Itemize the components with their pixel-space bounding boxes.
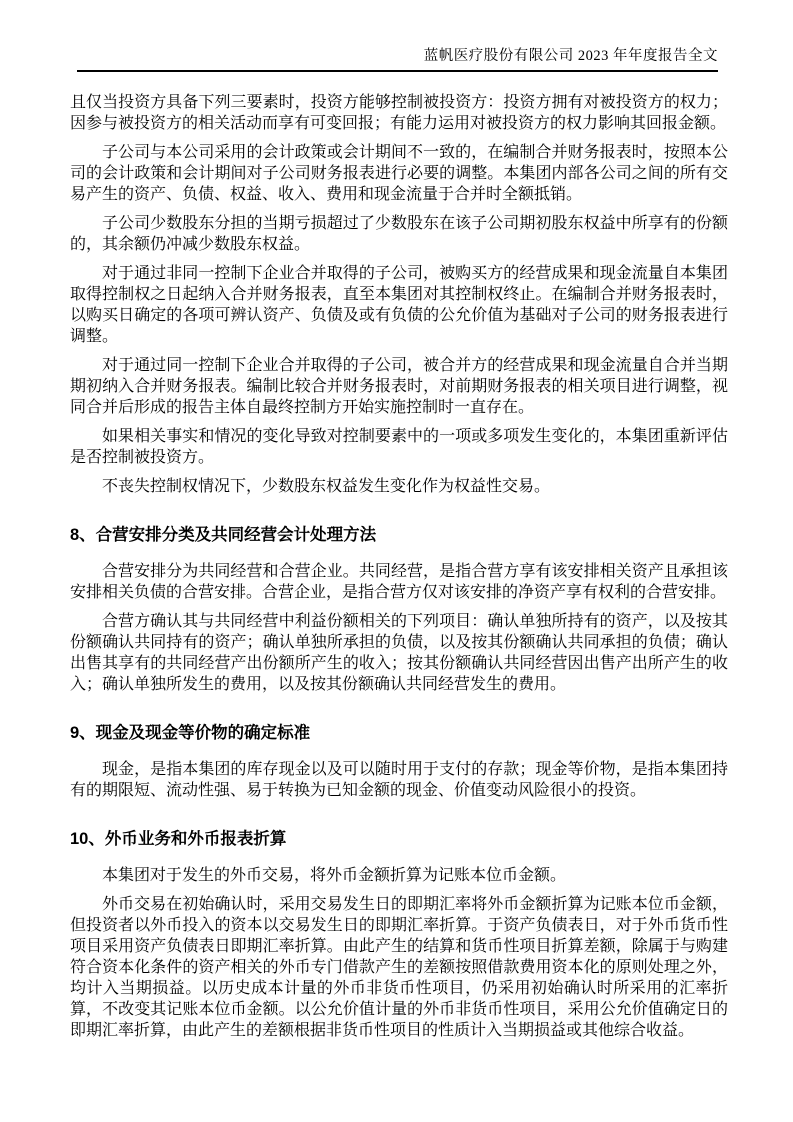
report-header-title: 蓝帆医疗股份有限公司 2023 年年度报告全文 (423, 48, 718, 64)
paragraph-non-common-control-merger: 对于通过非同一控制下企业合并取得的子公司，被购买方的经营成果和现金流量自本集团取得控制权之日起纳入合并财务报表，直至本集团对其控制权终止。在编制合并财务报表时，以购买日确定的各项可辨认资产、负债及或有负债的公允价值为基础对子公司的财务报表进行调整。 (70, 265, 728, 345)
document-body (70, 72, 728, 1041)
section-heading-10-foreign-currency: 10、外币业务和外币报表折算 (70, 830, 287, 848)
paragraph-minority-loss: 子公司少数股东分担的当期亏损超过了少数股东在该子公司期初股东权益中所享有的份额的，其余额仍冲减少数股东权益。 (70, 215, 728, 253)
paragraph-foreign-currency-translation: 本集团对于发生的外币交易，将外币金额折算为记账本位币金额。 (102, 867, 567, 884)
paragraph-accounting-policy-alignment: 子公司与本公司采用的会计政策或会计期间不一致的，在编制合并财务报表时，按照本公司的会计政策和会计期间对子公司财务报表进行必要的调整。本集团内部各公司之间的所有交易产生的资产、负债、权益、收入、费用和现金流量于合并时全额抵销。 (70, 144, 728, 203)
section-heading-8-joint-arrangements: 8、合营安排分类及共同经营会计处理方法 (70, 526, 377, 544)
paragraph-joint-arrangement-types: 合营安排分为共同经营和合营企业。共同经营，是指合营方享有该安排相关资产且承担该安排相关负债的合营安排。合营企业，是指合营方仅对该安排的净资产享有权利的合营安排。 (70, 563, 728, 601)
paragraph-foreign-currency-detail: 外币交易在初始确认时，采用交易发生日的即期汇率将外币金额折算为记账本位币金额，但投资者以外币投入的资本以交易发生日的即期汇率折算。于资产负债表日，对于外币货币性项目采用资产负债表日即期汇率折算。由此产生的结算和货币性项目折算差额，除属于与购建符合资本化条件的资产相关的外币专门借款产生的差额按照借款费用资本化的原则处理之外，均计入当期损益。以历史成本计量的外币非货币性项目，仍采用初始确认时所采用的汇率折算，不改变其记账本位币金额。以公允价值计量的外币非货币性项目，采用公允价值确定日的即期汇率折算，由此产生的差额根据非货币性项目的性质计入当期损益或其他综合收益。 (70, 896, 728, 1039)
page-header (77, 47, 718, 72)
paragraph-joint-operation-recognition: 合营方确认其与共同经营中利益份额相关的下列项目：确认单独所持有的资产，以及按其份额确认共同持有的资产；确认单独所承担的负债，以及按其份额确认共同承担的负债；确认出售其享有的共同经营产出份额所产生的收入；按其份额确认共同经营因出售产出所产生的收入；确认单独所发生的费用，以及按其份额确认共同经营发生的费用。 (70, 613, 728, 693)
paragraph-equity-transaction: 不丧失控制权情况下，少数股东权益发生变化作为权益性交易。 (102, 478, 551, 495)
paragraph-control-reassessment: 如果相关事实和情况的变化导致对控制要素中的一项或多项发生变化的，本集团重新评估是否控制被投资方。 (70, 428, 728, 466)
paragraph-control-elements: 且仅当投资方具备下列三要素时，投资方能够控制被投资方：投资方拥有对被投资方的权力；因参与被投资方的相关活动而享有可变回报；有能力运用对被投资方的权力影响其回报金额。 (70, 94, 728, 132)
section-heading-9-cash-equivalents: 9、现金及现金等价物的确定标准 (70, 724, 311, 742)
paragraph-common-control-merger: 对于通过同一控制下企业合并取得的子公司，被合并方的经营成果和现金流量自合并当期期初纳入合并财务报表。编制比较合并财务报表时，对前期财务报表的相关项目进行调整，视同合并后形成的报告主体自最终控制方开始实施控制时一直存在。 (70, 357, 728, 416)
paragraph-cash-definition: 现金，是指本集团的库存现金以及可以随时用于支付的存款；现金等价物，是指本集团持有的期限短、流动性强、易于转换为已知金额的现金、价值变动风险很小的投资。 (70, 761, 728, 799)
